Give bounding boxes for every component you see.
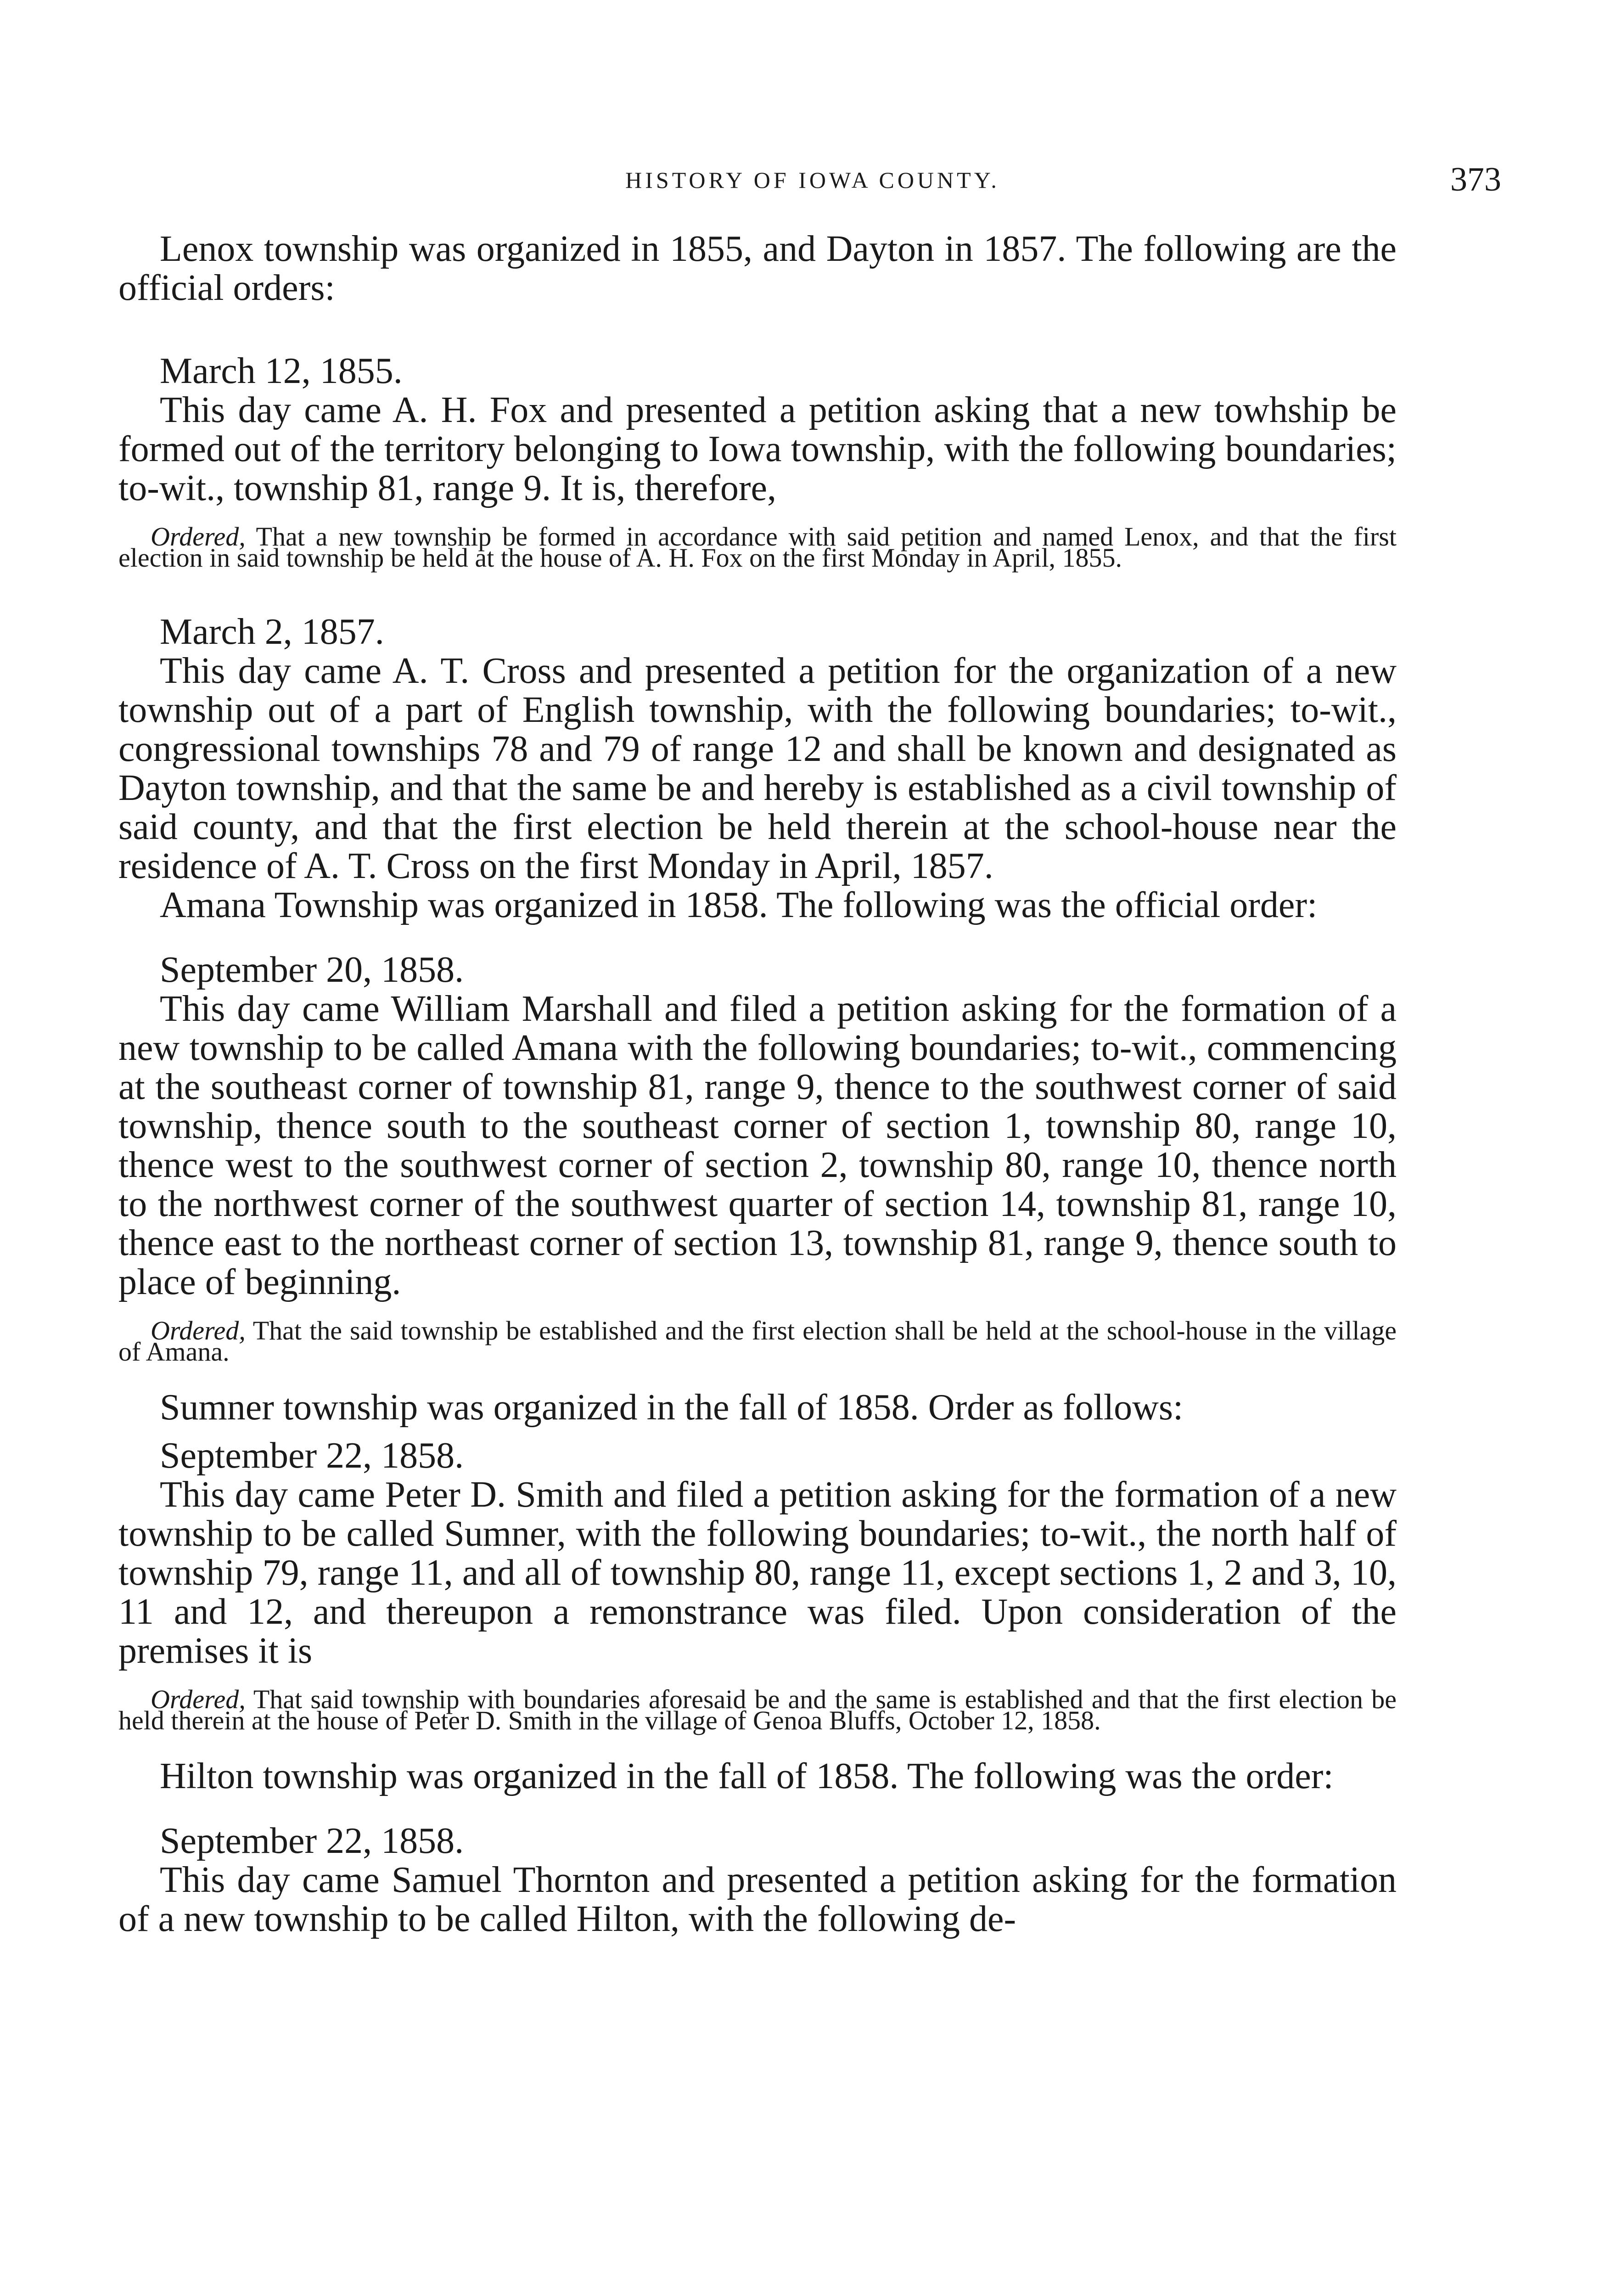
running-header [119, 163, 1506, 200]
amana-date: September 20, 1858. [160, 950, 464, 990]
sumner-date: September 22, 1858. [160, 1435, 464, 1476]
lenox-intro: Lenox township was organized in 1855, and Dayton in 1857. The following are the official orders: [118, 229, 1397, 308]
amana-order [118, 1316, 1397, 1367]
body-text [118, 230, 1397, 1939]
lenox-date: March 12, 1855. [160, 351, 403, 391]
dayton-date: March 2, 1857. [160, 612, 384, 652]
lenox-petition: This day came A. H. Fox and presented a petition asking that a new towhship be formed out of the territory belonging to Iowa township, with the following boundaries; to-wit., township 81, range 9. It is, therefore, [118, 390, 1397, 508]
hilton-petition: This day came Samuel Thornton and presented a petition asking for the formation of a new township to be called Hilton, with the following de- [118, 1860, 1397, 1939]
amana-order-label: Ordered, [151, 1316, 246, 1345]
lenox-order-text: That a new township be formed in accordance with said petition and named Lenox, and that the first election in said township be held at the house of A. H. Fox on the first Monday in April, 1855. [118, 522, 1397, 573]
dayton-petition: This day came A. T. Cross and presented a petition for the organization of a new township out of a part of English township, with the following boundaries; to-wit., congressional townships 78 and 79 of range 12 and shall be known and designated as Dayton township, and that the same be and hereby is established as a civil township of said county, and that the first election be held therein at the school-house near the residence of A. T. Cross on the first Monday in April, 1857. [118, 651, 1397, 886]
page-number: 373 [1450, 161, 1501, 198]
amana-order-text: That the said township be established and the first election shall be held at the school-house in the village of Amana. [118, 1316, 1397, 1367]
running-header-title: HISTORY OF IOWA COUNTY. [625, 167, 1000, 193]
amana-intro: Amana Township was organized in 1858. The following was the official order: [160, 885, 1318, 925]
sumner-intro: Sumner township was organized in the fall of 1858. Order as follows: [160, 1387, 1184, 1428]
sumner-order-label: Ordered, [151, 1684, 246, 1714]
sumner-order-text: That said township with boundaries aforesaid be and the same is established and that the first election be held therein at the house of Peter D. Smith in the village of Genoa Bluffs, October 12, 1858. [118, 1684, 1397, 1735]
hilton-intro: Hilton township was organized in the fall of 1858. The following was the order: [160, 1756, 1334, 1796]
lenox-order-label: Ordered, [151, 522, 246, 551]
amana-petition: This day came William Marshall and filed a petition asking for the formation of a new township to be called Amana with the following boundaries; to-wit., commencing at the southeast corner of township 81, range 9, thence to the southwest corner of said township, thence south to the southeast corner of section 1, township 80, range 10, thence west to the southwest corner of section 2, township 80, range 10, thence north to the northwest corner of the southwest quarter of section 14, township 81, range 10, thence east to the northeast corner of section 13, township 81, range 9, thence south to place of beginning. [118, 989, 1397, 1302]
hilton-date: September 22, 1858. [160, 1821, 464, 1861]
sumner-order [118, 1684, 1397, 1735]
lenox-order [118, 522, 1397, 573]
sumner-petition: This day came Peter D. Smith and filed a petition asking for the formation of a new township to be called Sumner, with the following boundaries; to-wit., the north half of township 79, range 11, and all of township 80, range 11, except sections 1, 2 and 3, 10, 11 and 12, and thereupon a remonstrance was filed. Upon consideration of the premises it is [118, 1474, 1397, 1671]
